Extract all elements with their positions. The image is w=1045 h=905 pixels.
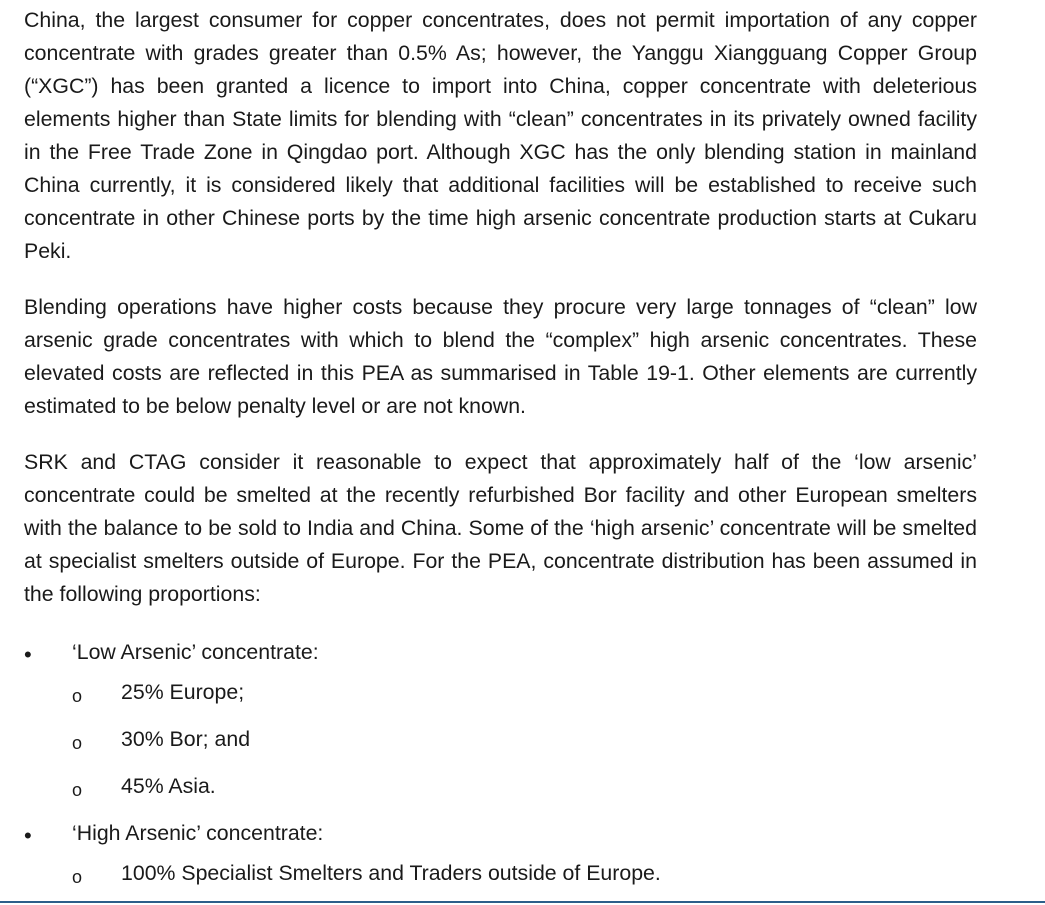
sub-item-asia (24, 770, 977, 817)
sub-item-label: 30% Bor; and (121, 727, 251, 751)
document-body (24, 4, 977, 611)
sub-item-label: 100% Specialist Smelters and Traders outside of Europe. (121, 861, 661, 885)
circle-bullet-icon: o (72, 733, 83, 753)
list-item-label: ‘High Arsenic’ concentrate: (72, 821, 324, 845)
list-item-label: ‘Low Arsenic’ concentrate: (72, 640, 319, 664)
list-item-low-arsenic (24, 636, 977, 676)
bullet-icon: • (24, 642, 32, 667)
paragraph-china-import: China, the largest consumer for copper concentrates, does not permit importation of any copper concentrate with grades greater than 0.5% As; however, the Yanggu Xiangguang Copper Group (“XGC”) has been granted a licence to import into China, copper concentrate with deleterious elements higher than State limits for blending with “clean” concentrates in its privately owned facility in the Free Trade Zone in Qingdao port. Although XGC has the only blending station in mainland China currently, it is considered likely that additional facilities will be established to receive such concentrate in other Chinese ports by the time high arsenic concentrate production starts at Cukaru Peki. (24, 8, 977, 263)
sub-item-bor (24, 723, 977, 770)
sub-item-label: 25% Europe; (121, 680, 245, 704)
circle-bullet-icon: o (72, 780, 83, 800)
distribution-list (24, 636, 977, 904)
circle-bullet-icon: o (72, 686, 83, 706)
sub-item-europe (24, 676, 977, 723)
paragraph-distribution: SRK and CTAG consider it reasonable to expect that approximately half of the ‘low arsenic’ concentrate could be smelted at the recently refurbished Bor facility and other European smelters with the balance to be sold to India and China. Some of the ‘high arsenic’ concentrate will be smelted at specialist smelters outside of Europe. For the PEA, concentrate distribution has been assumed in the following proportions: (24, 450, 977, 606)
list-item-high-arsenic (24, 817, 977, 857)
sub-item-label: 45% Asia. (121, 774, 216, 798)
bullet-icon: • (24, 823, 32, 848)
circle-bullet-icon: o (72, 867, 83, 887)
footer-divider (0, 901, 1045, 903)
paragraph-blending-costs: Blending operations have higher costs because they procure very large tonnages of “clean” low arsenic grade concentrates with which to blend the “complex” high arsenic concentrates. These elevated costs are reflected in this PEA as summarised in Table 19-1. Other elements are currently estimated to be below penalty level or are not known. (24, 295, 977, 418)
sub-item-specialist (24, 857, 977, 904)
